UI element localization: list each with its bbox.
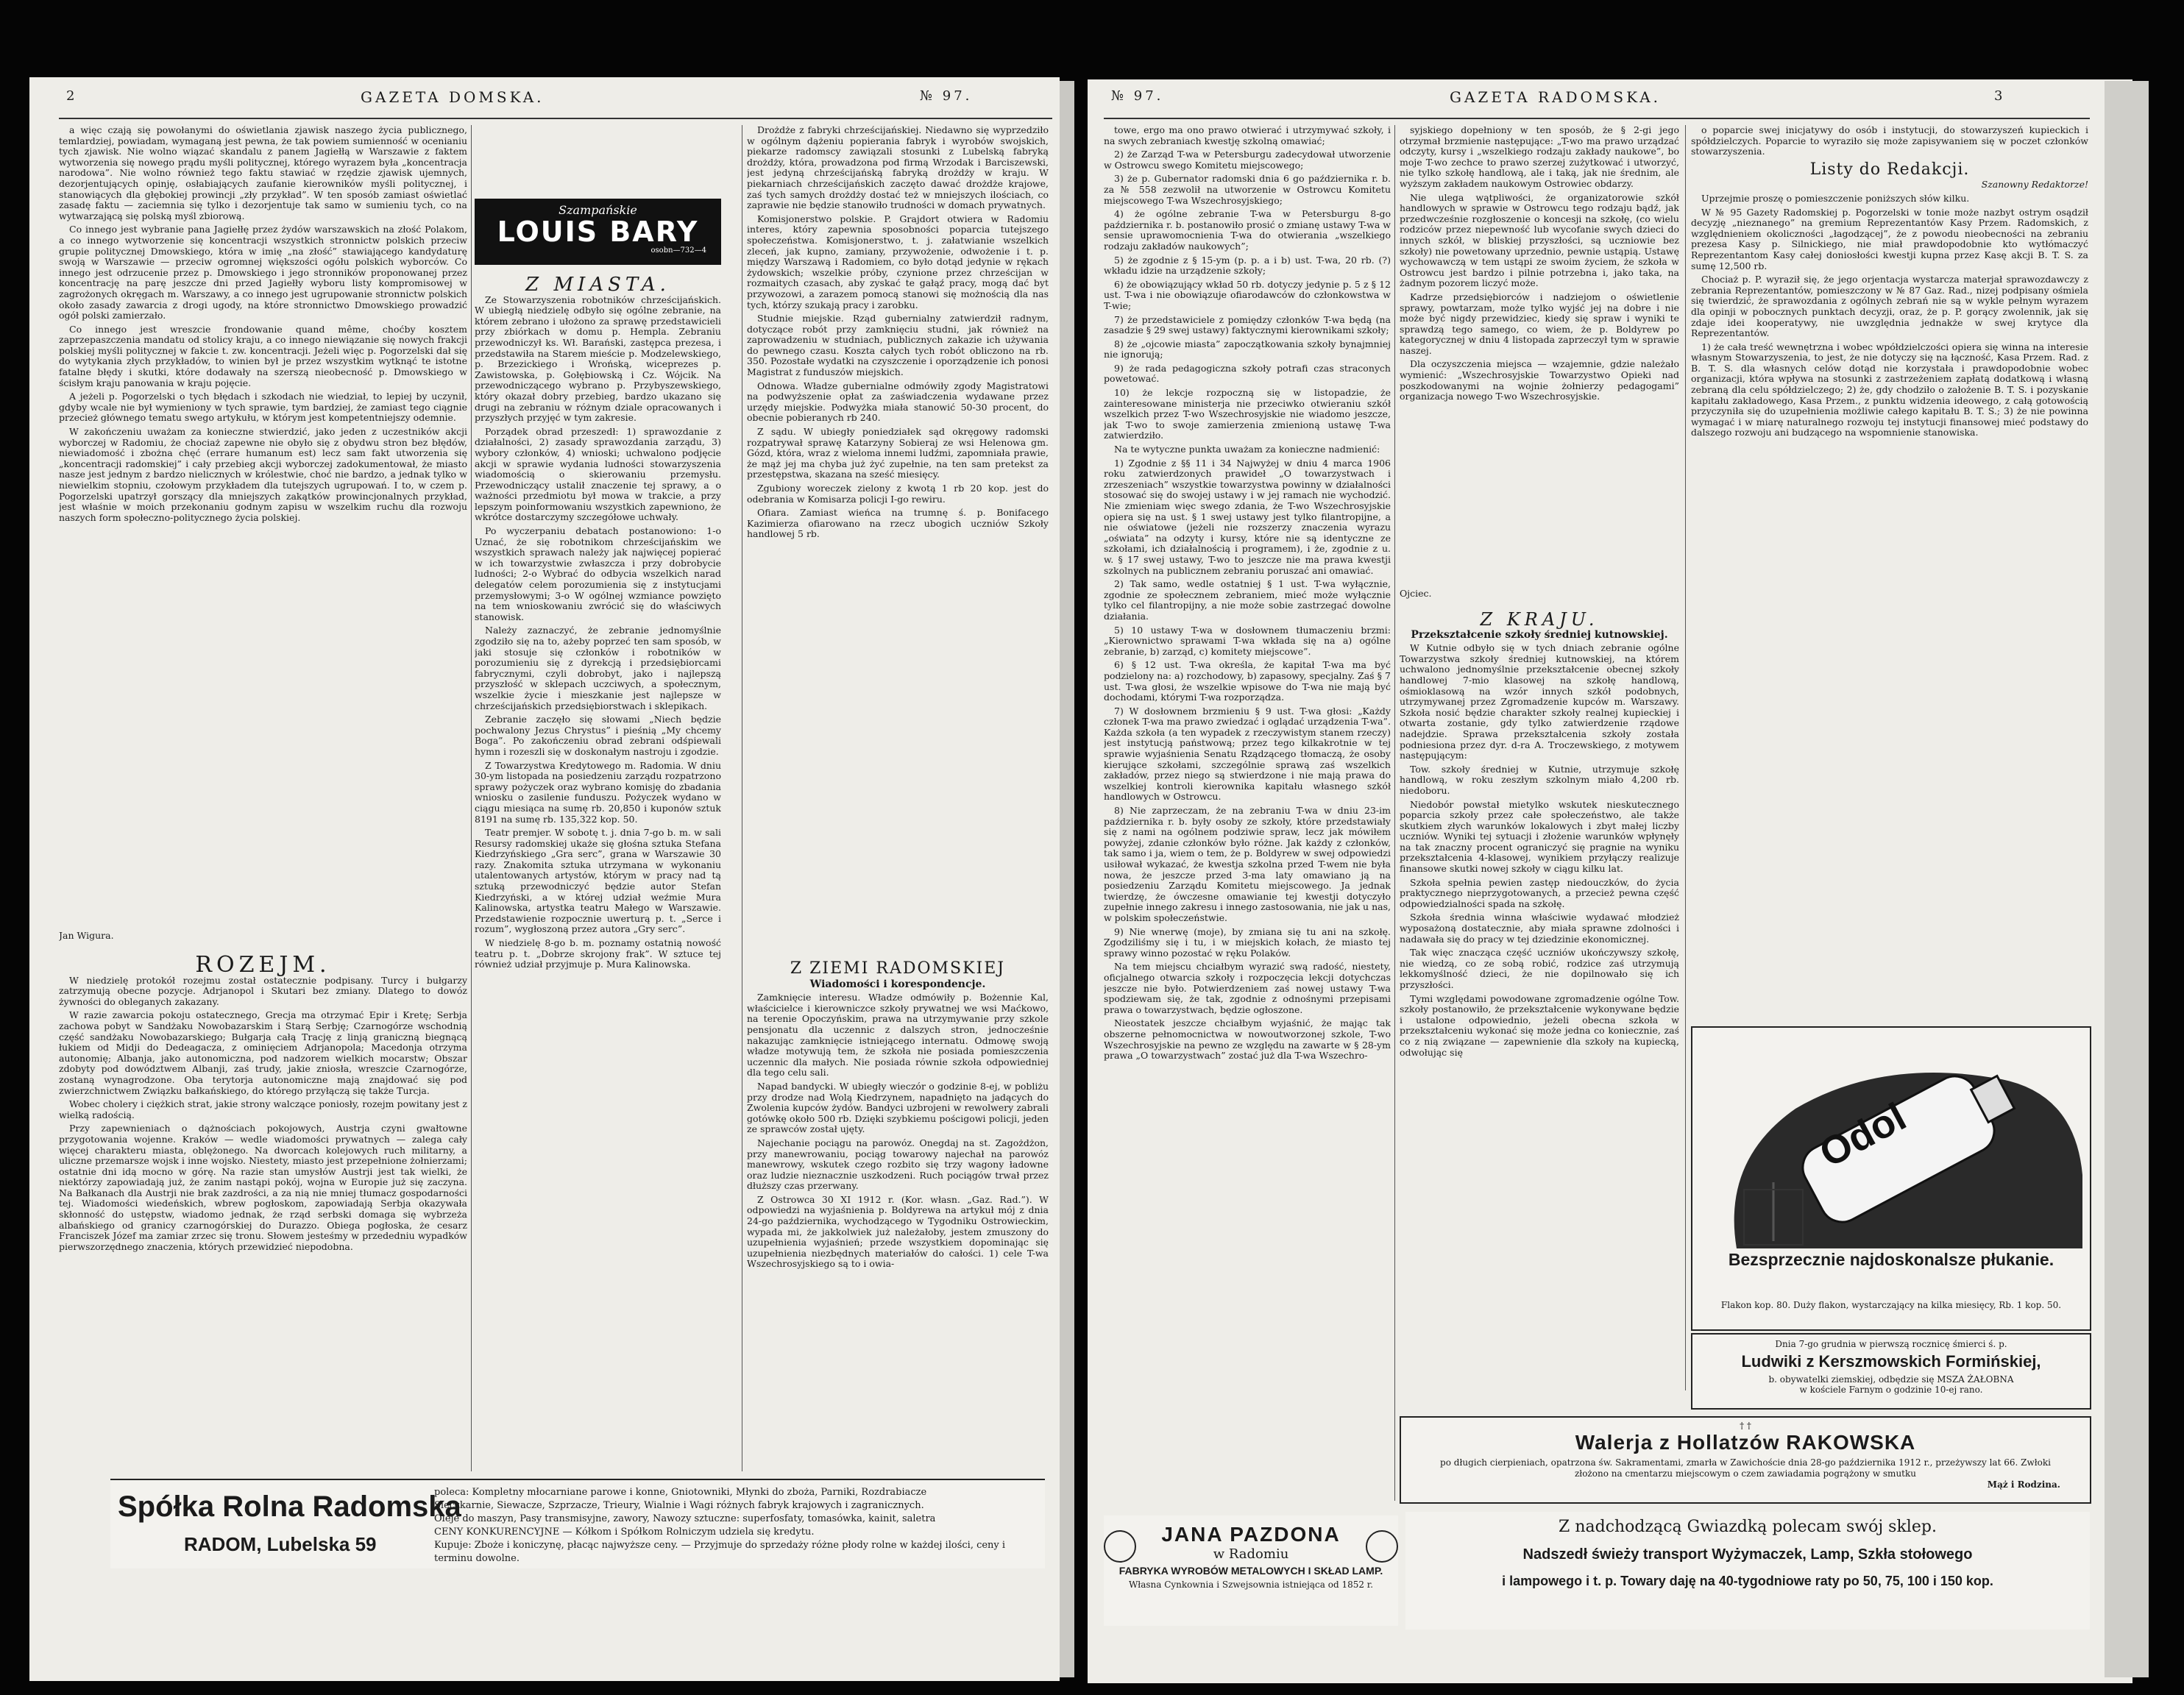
odol-headline: Bezsprzecznie najdoskonalsze płukanie.: [1728, 1250, 2054, 1269]
spolka-rolna-line5: Kupuje: Zboże i koniczynę, płacąc najwyższe ceny. — Przyjmuje do sprzedaży różne płody rolne w każdej ilości, ceny i terminu dowolne.: [434, 1540, 1006, 1564]
right-col1-p15: 6) § 12 ust. T-wa określa, że kapitał T-wa ma być podzielony na: a) rozchodowy, b) zapasowy, specjalny. Zaś § 7 ust. T-wa głosi, że wszelkie wpisowe do T-wa nie mają być dochodami, którymi T-wa rozporządza.: [1104, 659, 1391, 703]
z-miasta-p8: W niedzielę 8-go b. m. poznamy ostatnią nowość teatru p. t. „Dobrze skrojony frak”. W sztuce tej również udział przyjmuje p. Mura Kalinowska.: [475, 937, 721, 970]
spolka-rolna-line4: CENY KONKURENCYJNE — Kółkom i Spółkom Rolniczym udziela się kredytu.: [434, 1527, 815, 1538]
gwiazdka-line1: Z nadchodzącą Gwiazdką polecam swój sklep.: [1559, 1518, 1937, 1536]
right-col1-p20: Nieostatek jeszcze chciałbym wyjaśnić, że mając tak obszerne pełnomocnictwa w nowoutworzonej szkole, T-wo Wszechrosyjskie na pewno ze względu na zawarte w § 28-ym prawa „O towarzystwach” zostać już dla T-wa Wszechro-: [1104, 1017, 1391, 1062]
right-page-number: 3: [1994, 88, 2006, 104]
left-col1-p3: Co innego jest wreszcie frondowanie quand même, choćby kosztem zaprzepaszczenia mandatu od stolicy kraju, a co innego niewiązanie się nowych frakcji polskiej myśli politycznej w fakcie t. zw. koncentracji. Jeżeli więc p. Pogorzelski dał się do wytykania złych przykładów, to winien był je przez wszystkim wytknąć te istotne fatalne błędy i skutki, które dodawały na szerszą nieobecność p. Dmowskiego w ścisłym kraju panowania w kraju pojęcie.: [59, 323, 467, 388]
z-kraju-p2: Tow. szkoły średniej w Kutnie, utrzymuje szkołę handlową, w roku zeszłym szkolnym miało 4,200 rb. niedoboru.: [1400, 763, 1679, 796]
z-miasta-p2: Porządek obrad przeszedł: 1) sprawozdanie z działalności, 2) zasady sprawozdania zarządu, 3) wybory członków, 4) wnioski; uchwalono podjęcie akcji w sprawie wydania ludności stowarzyszenia wiadomością o skierowaniu przemysłu. Przewodniczący ustalił znaczenie tej sprawy, a o ważności przedmiotu był mowa w trakcie, a przy lepszym poinformowaniu wszystkich zapewniono, że wkrótce dostarczymy szczegółowe uchwały.: [475, 425, 721, 523]
z-ziemi-p1: Zamknięcie interesu. Władze odmówiły p. Bożennie Kal, właścicielce i kierowniczce szkoły prywatnej we wsi Maćkowo, na terenie Opoczyńskim, prawa na utrzymywanie przy szkole pensjonatu dla uczennic z dalszych stron, jednocześnie nakazując zamknięcie istniejącego internatu. Odmowę swoją władze motywują tem, że szkoła nie posiada pomieszczenia uczennic dla małych. Nie posiada równie szkoła odpowiedniej dla tego celu sali.: [747, 992, 1049, 1079]
z-ziemi-p3: Najechanie pociągu na parowóz. Onegdaj na st. Zagożdżon, przy manewrowaniu, pociąg towarowy najechał na parowóz manewrowy, wskutek czego rozbito się trzy wagony ładowne oraz ludzie nieznacznie uszkodzeni. Ruch pociągów trwał przez dłuższy czas przerwany.: [747, 1137, 1049, 1192]
z-kraju-p3: Niedobór powstał mietylko wskutek nieskutecznego poparcia szkoły przez całe społeczeństwo, ale także skutkiem złych warunków lokalowych i zbyt małej liczby uczniów. Wyniki tej sytuacji i złożenie warunków wpłynęły na tak znaczny procent ograniczyć się pragnie na wyniku przekształcenia 4-klasowej, wynikiem przyłączy realizuje finansowe skutki nowej szkoły w ciągu kilku lat.: [1400, 798, 1679, 875]
right-col2-p4: Dla oczyszczenia miejsca — wzajemnie, gdzie należało wymienić: „Wszechrosyjskie Towarzystwo Opieki nad poszkodowanymi na wojnie żołnierzy pedagogami” organizacja nowego T-wo Wszechrosyjskie.: [1400, 358, 1679, 402]
right-col1-p18: 9) Nie wnerwę (moje), by zmiana się tu ani na szkołę. Zgodziliśmy się i tu, i w miejskich kołach, że miasto tej sprawy winno pozostać w ręku Polaków.: [1104, 925, 1391, 959]
left-col3-news: [747, 125, 1049, 927]
z-kraju-subtitle: Przekształcenie szkoły średniej kutnowskiej.: [1411, 628, 1668, 641]
right-header: [1104, 88, 2105, 115]
forminska-line3: b. obywatelki ziemskiej, odbędzie się MSZA ŻAŁOBNA: [1768, 1374, 2014, 1385]
left-header: [52, 88, 1052, 115]
forminska-line2: Ludwiki z Kerszmowskich Formińskiej,: [1741, 1352, 2041, 1371]
spolka-rolna-line2: Sieczkarnie, Siewacze, Szprzacze, Trieury, Wialnie i Wagi różnych fabryk krajowych i zagranicznych.: [434, 1500, 924, 1511]
rozejm-title: ROZEJM.: [195, 953, 331, 978]
left-issue: № 97.: [920, 88, 973, 104]
right-col3-p1: o poparcie swej inicjatywy do osób i instytucji, do stowarzyszeń kupieckich i spółdzielczych. Poparcie to wyraziło się może zapisywaniem się w poczet członków stowarzyszenia.: [1691, 125, 2088, 157]
z-ziemi-subtitle: Wiadomości i korespondencje.: [809, 978, 986, 990]
right-page-edge: [2105, 81, 2149, 1677]
right-col-divider-1: [1394, 125, 1395, 1501]
z-kraju-title: Z KRAJU.: [1480, 609, 1599, 630]
left-col3-p2: Komisjonerstwo polskie. P. Grajdort otwiera w Radomiu interes, który zapewnia sposobności poparcia tutejszego społeczeństwa. Komisjonerstwo, t. j. załatwianie wszelkich zleceń, jak kupno, zamiany, przywożenie, odwożenie i t. p. między Warszawą i Radomiem, co było dotąd jedynie w rękach żydowskich; wszelkie próby, czynione przez chrześcijan w rozmaitych czasach, aby zyskać te gałąź pracy, mogą dać byt przywozowi, a zarazem pomocą stanowi się możnością dla nas tych, którzy szukają pracy i zarobku.: [747, 213, 1049, 310]
right-col1-p16: 7) W dosłownem brzmieniu § 9 ust. T-wa głosi: „Każdy członek T-wa ma prawo zwiedzać i oglądać urządzenia T-wa”. Każda szkoła (a ten wypadek z rzeczywistym stanem rzeczy) jest instytucją państwową; przez tego kilkakrotnie w tej sprawie wyjaśnienia Senatu Rządzącego tłomaczą, że osoby kierujące szkołami, szczególnie sprawą zaś wszelkich zakładów, przez niego są stwierdzone i nie mają prawa do wszelkiej kontroli kierownika kapitału własnego szkół handlowych w Ostrowcu.: [1104, 705, 1391, 803]
obituary-family: Mąż i Rodzina.: [1987, 1479, 2060, 1490]
z-kraju-p4: Szkoła spełnia pewien zastęp niedouczków, do życia praktycznego nieprzygotowanych, a przecież pewna część odpowiedzialności spada na szkołę.: [1400, 876, 1679, 909]
right-col1-article: [1104, 125, 1391, 1501]
right-col2-signature: Ojciec.: [1400, 589, 1432, 599]
left-col1-p5: W zakończeniu uważam za konieczne stwierdzić, jako jeden z uczestników akcji wyborczej w Radomiu, że chociaż zapewne nie obyło się z obydwu stron bez błędów, niewiadomość i zbożna chęć (errare humanum est) lecz sam fakt utworzenia się „koncentracji radomskiej” i cały przebieg akcji wyborczej zadokumentował, że miasto nasze jest jednym z bardzo nielicznych w królestwie, choć nie bardzo, a jednak tylko w niewielkim stopniu, czołowym przykładem dla tutejszych ugrupowań. I to, w czem p. Pogorzelski upatrzył gorszący dla mniejszych zakątków prowincjonalnych przykład, jest właśnie w moich przekonaniu godnym zapisu w wszelkim ruchu dla rozwoju naszych form społeczno-politycznego życia polskiej.: [59, 426, 467, 523]
louis-bary-line3: osobn—732—4: [650, 246, 706, 255]
z-miasta-p5: Zebranie zaczęło się słowami „Niech będzie pochwalony Jezus Chrystus” i pieśnią „My chcemy Boga”. Po zakończeniu obrad zebrani odśpiewali hymn i rozeszli się w doskonałym nastroju i zgodzie.: [475, 714, 721, 757]
rozejm-p1: W niedzielę protokół rozejmu został ostatecznie podpisany. Turcy i bułgarzy zatrzymują obecne pozycje. Adrjanopol i Skutari bez zmiany. Dlatego to dowóz żywności do obleganych zakazany.: [59, 974, 467, 1007]
z-miasta-p3: Po wyczerpaniu debatach postanowiono: 1-o Uznać, że się robotnikom chrześcijańskim we wszystkich sprawach należy jak najwięcej popierać w ich towarzystwie zwłaszcza i przy dobrobycie ludności; 2-o Wybrać do odbycia wszelkich narad delegatów celem porozumienia się z instytucjami przemysłowymi; 3-o W ogólnej wzmiance powzięto na tem wnioskowaniu zwrócić się do właściwych stanowisk.: [475, 525, 721, 622]
left-col1-article: [59, 125, 467, 927]
gwiazdka-line2: Nadszedł świeży transport Wyżymaczek, Lamp, Szkła stołowego: [1522, 1546, 1973, 1563]
louis-bary-line2: LOUIS BARY: [497, 216, 699, 248]
right-col1-p4: 4) że ogólne zebranie T-wa w Petersburgu 8-go października r. b. postanowiło prosić o zmianę ustawy T-wa w sensie uprawomocnienia T-wa do otwierania „wszelkiego rodzaju zakładów naukowych”;: [1104, 208, 1391, 252]
right-col1-p1: towe, ergo ma ono prawo otwierać i utrzymywać szkoły, i na swych zebraniach kwestję szkolną omawiać;: [1104, 125, 1391, 146]
right-col1-p9: 9) że rada pedagogiczna szkoły potrafi czas straconych powetować.: [1104, 362, 1391, 385]
right-col2-p2: Nie ulega wątpliwości, że organizatorowie szkół handlowych w sprawie w Ostrowcu tego rodzaju bądź, jak przedwcześnie rozgłoszenie o koncesji na szkołę, (co wielu rodziców przez niepewność lub wycofanie swych dzieci do innych szkół, w bliskiej przyszłości, są uczniowie bez szkoły) nie powetowany uprzednio, pewnie ustąpią. Ustawę wychowawczą w tem ustąpi ze swoim życiem, że szkoła w Ostrowcu jest bardzo i pilnie potrzebna i, jako taka, na żadnym pozorem liczyć może.: [1400, 191, 1679, 289]
left-col3-p6: Zgubiony woreczek zielony z kwotą 1 rb 20 kop. jest do odebrania w Komisarza policji I-go rewiru.: [747, 483, 1049, 505]
listy-salutation: Szanowny Redaktorze!: [1981, 179, 2088, 191]
z-miasta-title: Z MIASTA.: [525, 274, 670, 296]
right-col1-p10: 10) że lekcje rozpoczną się w listopadzie, że zainteresowane ministerja nie przeciwko otwieraniu szkół wszelkich przez T-wo Wszechrosyjskie nie wiadomo jeszcze, jak T-wo to swoje zamierzenia zmienioną ustawę T-wa zatwierdziło.: [1104, 387, 1391, 441]
listy-p4: 1) że cała treść wewnętrzna i wobec wpółdzielczości opiera się winna na interesie własnym Stowarzyszenia, to jest, że nie dotyczy się na łączność, Kasa Przem. Rad. z B. T. S. dla własnych celów dotąd nie korzystała i prawdopodobnie wobec organizacji, która wpływa na stosunki z zastrzeżeniem zapłatą dodatkową i własną zebraną dla celu spółdzielczego; 2) że, gdy chodziło o założenie B. T. S. i pozyskanie kapitału zakładowego, Kasa Przem., z punktu widzenia ideowego, z całą gotowością przyczyniła się do uzupełnienia możliwie całego kapitału B. T. S.; 3) że nie powinna wymagać i w miarę naturalnego rozwoju tej instytucji finansowej mieć podstawy do dalszego rozwoju ani budzącego na wspomnienie stanowiska.: [1691, 341, 2088, 438]
right-col-divider-2: [1685, 125, 1686, 1390]
left-col3-p4: Odnowa. Władze gubernialne odmówiły zgody Magistratowi na podwyższenie opłat za zaświadczenia wydawane przez urzędy miejskie. Podwyżka miała stanowić 50-30 procent, do obecnie pobieranych rb 240.: [747, 380, 1049, 424]
z-miasta-article: [475, 272, 721, 1471]
right-col1-p14: 5) 10 ustawy T-wa w dosłownem tłumaczeniu brzmi: „Kierownictwo sprawami T-wa wkłada się na a) ogólne zebranie, b) zarząd, c) komitety miejscowe”.: [1104, 624, 1391, 657]
spolka-rolna-text: [434, 1486, 1038, 1566]
left-col-divider-1: [471, 125, 472, 1471]
louis-bary-ad: [475, 199, 721, 265]
obituary-cross: † †: [1740, 1421, 1751, 1431]
right-col2-p1: syjskiego dopełniony w ten sposób, że § 2-gi jego otrzymał brzmienie następujące: „T-wo ma prawo urządzać odczyty, kursy i „wszelkiego rodzaju zakłady naukowe”, bo moje T-wo zechce to prawo szerzej zużytkować i utworzyć, nie tylko szkołę handlową, ale i taką, jak nie średnim, ale wyższym zakładem naukowym Ostrowiec obdarzy.: [1400, 125, 1679, 189]
pazdona-ad: [1104, 1515, 1398, 1626]
left-page-edge: [1060, 81, 1074, 1677]
medal-left-icon: [1104, 1530, 1136, 1563]
obituary-text: po długich cierpieniach, opatrzona św. Sakramentami, zmarła w Zawichoście dnia 28-go października 1912 r., przeżywszy lat 66. Zwłoki złożono na cmentarzu miejscowym o czem zawiadamia pogrążony w smutku: [1440, 1457, 2051, 1479]
pazdona-sub: Własna Cynkownia i Szwejsownia istniejąca od 1852 r.: [1128, 1579, 1374, 1590]
right-col1-p19: Na tem miejscu chciałbym wyrazić swą radość, niestety, oficjalnego otwarcia szkoły i rozpoczęcia lekcji dotychczas jeszcze nie było. Potwierdzeniem zaś nowej ustawy T-wa spodziewam się, że tak, zgodnie z odnośnymi przepisami prawa o towarzystwach, będzie ogłoszone.: [1104, 961, 1391, 1015]
rozejm-p4: Przy zapewnieniach o dążnościach pokojowych, Austrja czyni gwałtowne przygotowania wojenne. Kraków — wedle wiadomości prywatnych — zalega cały więcej charakteru miasta, oblężonego. Na dworcach kolejowych ruch militarny, a uliczne przemarsze wojsk i inne wojsko. Niestety, miasto jest przepełnione żołnierzami; ostatnie dni idą mocno w górę. Na razie stan umysłów Austrji jest tak wielki, że niektórzy zapowiadają już, że zanim nastąpi pokój, wojna w Europie już się zaczyna. Na Bałkanach dla Austrji nie brak zazdrości, a za nią nie mniej tłumacz gospodarności tej. Wiadomości wiedeńskich, wbrew pogłoskom, zapowiadają Serbja okazywała skłonność do ustępstw, wiadomo jednak, że rząd serbski domaga się wybrzeża albańskiego od granicy czarnogórskiej do Durazzo. Obiega pogłoska, że cesarz Franciszek Józef ma zamiar zrzec się tronu. Słowem jesteśmy w przededniu wypadków pierwszorzędnego znaczenia, których przewidzieć niepodobna.: [59, 1123, 467, 1252]
right-col1-p5: 5) że zgodnie z § 15-ym (p. p. a i b) ust. T-wa, 20 rb. (?) wkładu idzie na urządzenie szkoły;: [1104, 254, 1391, 277]
left-col3-p7: Ofiara. Zamiast wieńca na trumnę ś. p. Bonifacego Kazimierza ofiarowano na rzecz ubogich uczniów Szkoły handlowej 5 rb.: [747, 507, 1049, 540]
z-ziemi-p2: Napad bandycki. W ubiegły wieczór o godzinie 8-ej, w pobliżu przy drodze nad Wolą Kiedrzynem, napadnięto na jadących do Zwolenia kupców żydów. Bandyci uzbrojeni w rewolwery zabrali gotówkę około 500 rb. Dzięki szybkiemu pościgowi policji, jeden ze sprawców został ujęty.: [747, 1080, 1049, 1135]
odol-sub: Flakon kop. 80. Duży flakon, wystarczający na kilka miesięcy, Rb. 1 kop. 50.: [1720, 1300, 2062, 1310]
left-col3-p1: Drożdże z fabryki chrześcijańskiej. Niedawno się wyprzedziło w ogólnym dążeniu popierania fabryk i wyrobów swojskich, piekarze radomscy zawiązali stosunki z Lubelską fabryką drożdży, która, prowadzona pod firmą Wrzodak i Barciszewski, jest jedyną chrześcijańską fabryką drożdży w kraju. W piekarniach chrześcijańskich zaczęto dawać drożdże krajowe, zaś tych samych drożdży dostać też w mniejszych ilościach, co zaprawie nie będzie stanowiło trudności w domach prywatnych.: [747, 125, 1049, 211]
right-col1-p11: Na te wytyczne punkta uważam za konieczne nadmienić:: [1114, 444, 1380, 455]
left-col1-p4: A jeżeli p. Pogorzelski o tych błędach i szkodach nie wiedział, to lepiej by uczynił, gdyby wcale nie był wymieniony w tych sprawie, tym bardziej, że zamiast tego ciągnie przecież głównego tematu swego artykułu, w którym jest kompetentniejszy odemnie.: [59, 391, 467, 424]
pazdona-line: FABRYKA WYROBÓW METALOWYCH I SKŁAD LAMP.: [1118, 1565, 1383, 1577]
forminska-notice: [1691, 1333, 2091, 1410]
spolka-rolna-line1: poleca: Kompletny młocarniane parowe i konne, Gniotowniki, Młynki do zboża, Parniki, Rozdrabiacze: [434, 1487, 927, 1498]
odol-brand: Odol: [1812, 1094, 1913, 1176]
z-miasta-p4: Należy zaznaczyć, że zebranie jednomyślnie zgodziło się na to, ażeby poprzeć ten sam sposób, w jaki stosuje się członków i robotników w porozumieniu się z dyrekcją i przedsiębiorcami fabrycznymi, czyli dobrobyt, jako i najlepszą przyszłość w sklepach uczciwych, a społecznym, wszelkie życie i mieszkanie jest najlepsze w chrześcijańskich przedsiębiorstwach i sklepikach.: [475, 625, 721, 711]
left-col1-p2: Co innego jest wybranie pana Jagiełłę przez żydów warszawskich na złość Polakom, a co innego wytworzenie się koncentracji wszystkich stronnictw polskich przeciw grupie politycznej Dmowskiego, która w imię „na złość” stawiającego kandydaturę swoją w Warszawie — przeciw ogromnej większości ogółu polskich wyborców. Co innego jest odrzucenie przez p. Dmowskiego i jego stronników proponowanej przez koncentrację na parę jeszcze dni przed Jagiełły wyboru listy kompromisowej w zagrożonych okręgach m. Warszawy, a co innego jest ugrupowanie stronnictw polskich około zasady zawarcia z drogi ugody, na które stronnictwo Dmowskiego prowadzić ogół polski zamierzało.: [59, 224, 467, 321]
z-kraju-article: [1400, 607, 1679, 1390]
z-ziemi-article: [747, 956, 1049, 1471]
medal-right-icon: [1366, 1530, 1398, 1563]
listy-p2: W № 95 Gazety Radomskiej p. Pogorzelski w tonie może nazbyt ostrym osądził decyzję „nieznanego” na gremium Reprezentantów Kasy Przem. Radomskich, z względnieniem okoliczności „łagodzącej”, że z powodu nieobecności na zebraniu prezesa Kasy p. Silnickiego, nie miał prawdopodobnie kto wytłómaczyć Reprezentantom Kasy całej doniosłości kwestji kupna przez Kasę akcji B. T. S. za sumę 12,500 rb.: [1691, 206, 2088, 271]
listy-title: Listy do Redakcji.: [1809, 160, 1970, 179]
z-miasta-p6: Z Towarzystwa Kredytowego m. Radomia. W dniu 30-ym listopada na posiedzeniu zarządu rozpatrzono sprawy pożyczek oraz wybrano komisję do zbadania wniosku o zasilenie funduszu. Pożyczek wydano w ciągu miesiąca na sumę rb. 20,850 i kuponów sztuk 8191 na sumę rb. 135,322 kop. 50.: [475, 759, 721, 825]
z-kraju-p7: Tymi względami powodowane zgromadzenie ogólne Tow. szkoły postanowiło, że przekształcenie wykonywane będzie i ustalone odpowiednio, jeżeli obecna szkoła w przekształceniu wykonać się może jedna co koniecznie, zaś co z nią związane — zapewnienie dla szkoły na kupiecką, odwołując się: [1400, 992, 1679, 1058]
right-col1-p7: 7) że przedstawiciele z pomiędzy członków T-wa będą (na zasadzie § 29 swej ustawy) faktycznymi kierownikami szkoły;: [1104, 313, 1391, 336]
z-ziemi-p4: Z Ostrowca 30 XI 1912 r. (Kor. własn. „Gaz. Rad.”). W odpowiedzi na wyjaśnienia p. Boldyrewa na artykuł mój z dnia 24-go października, wychodzącego w Tygodniku Ostrowieckim, wypada mi, że jakkolwiek już należałoby, jestem zmuszony do uzupełnienia wyjaśnień; przede wszystkiem dopominając się uzupełnienia niezbędnych materiałów do całości. 1) cele T-wa Wszechrosyjskiego są to i owia-: [747, 1193, 1049, 1270]
left-masthead: GAZETA DOMSKA.: [361, 88, 545, 106]
rozejm-p3: Wobec cholery i ciężkich strat, jakie strony walczące poniosły, rozejm powitany jest z wielką radością.: [59, 1098, 467, 1120]
louis-bary-line1: Szampańskie: [559, 203, 637, 217]
z-miasta-p1: Ze Stowarzyszenia robotników chrześcijańskich. W ubiegłą niedzielę odbyło się ogólne zebranie, na którem zebrano i ułożono za sprawę przedstawicieli przy zbiórkach w domu p. Hempla. Zebraniu przewodniczył ks. Wł. Barański, zastępca prezesa, i przedstawiła na Starem mieście p. Modzelewskiego, p. Brzezickiego i Wrońską, wiceprezes p. Zawistowska, p. Gołębiowską i Cz. Wójcik. Na przewodniczącego wybrano p. Przybyszewskiego, który okazał dobry przebieg, bardzo ukazano się drugi na zebraniu w różnym dziale opracowanych i przyszłych przyjęć w tym zakresie.: [475, 294, 721, 424]
z-kraju-p6: Tak więc znacząca część uczniów ukończywszy szkołę, nie wiedzą, co ze sobą robić, rodzice zaś utrzymują lekkomyślność dzieci, że nie dopilnowało się ich przyszłości.: [1400, 947, 1679, 990]
gwiazdka-ad: [1405, 1512, 2090, 1630]
left-col3-p3: Studnie miejskie. Rząd gubernialny zatwierdził radnym, dotyczące robót przy zamknięciu studni, jak również na zaprowadzeniu w studniach, publicznych zakazie ich używania do pewnego czasu. Koszta całych tych robót obliczono na rb. 350. Pozostałe wydatki na czyszczenie i oporządzenie ich ponosi Magistrat z funduszów miejskich.: [747, 313, 1049, 378]
right-header-rule: [1104, 118, 2090, 119]
gwiazdka-line3: i lampowego i t. p. Towary daję na 40-tygodniowe raty po 50, 75, 100 i 150 kop.: [1502, 1574, 1993, 1588]
left-col1-p1: a więc czają się powołanymi do oświetlania zjawisk naszego życia publicznego, temlardziej, powiadam, wymaganą jest pewna, że tak powiem sumienność w ocenianiu tych zjawisk. Nie wolno wiązać skandalu z panem Jagiełłą w Warszawie z faktem wytworzenia się nowego prądu myśli politycznej, którego wyrazem była „koncentracja narodowa”. Nie wolno również tego faktu stawiać w rzędzie zjawisk ujemnych, dezorjentujących opinję, osłabiających zaufanie kierowników myśli politycznej, i stanowiących dla głębokiej prowincji „zły przykład”. W ten sposób zamiast oświetlać zasadę faktu — zaciemnia się tylko i dezorjentuje tak samo w sumieniu tych, co na wytwarzającą się polską myśl zbiorową.: [59, 125, 467, 221]
pazdona-city: w Radomiu: [1213, 1546, 1289, 1562]
spolka-rolna-name: Spółka Rolna Radomska: [118, 1490, 461, 1523]
right-col1-p8: 8) że „ojcowie miasta” zapoczątkowania szkoły bynajmniej nie ignorują;: [1104, 338, 1391, 360]
listy-p1: Uprzejmie proszę o pomieszczenie poniższych słów kilku.: [1701, 192, 1970, 204]
z-kraju-p5: Szkoła średnia winna właściwie wydawać młodzież wyposażoną dostatecznie, aby miała sprawne zdolności i nadawała się do pracy w tej dziedzinie ekonomicznej.: [1400, 912, 1679, 945]
left-col3-p5: Z sądu. W ubiegły poniedziałek sąd okręgowy radomski rozpatrywał sprawę Katarzyny Sobieraj ze wsi Helenowa gm. Gózd, która, wraz z wieloma innemi ludźmi, zapomniała prawie, że mąż jej ma chyba już żyć zupełnie, na ten sam pretekst za przestępstwa, skazana na sześć miesięcy.: [747, 426, 1049, 480]
z-miasta-p7: Teatr premjer. W sobotę t. j. dnia 7-go b. m. w sali Resursy radomskiej ukaże się głośna sztuka Stefana Kiedrzyńskiego „Gra serc”, grana w Warszawie 30 razy. Znakomita sztuka utrzymana w wykonaniu utalentowanych artystów, którym w pracy nad tą sztuką przewodniczyć będzie autor Stefan Kiedrzyński, a w której udział weźmie Mura Kalinowska, artystka teatru Małego w Warszawie. Przedstawienie rozpocznie uwerturą p. t. „Serce i rozum”, wygłoszoną przez autora „Gry serc”.: [475, 827, 721, 935]
listy-p3: Chociaż p. P. wyraził się, że jego orjentacja wystarcza materjał sprawozdawczy z zebrania Reprezentantów, pomieszczony w № 87 Gaz. Rad., nizej podpisany ośmiela się twierdzić, że sprawozdania z ogólnych zebrań nie są w wykle pełnym wyrazem dla opinji w pobocznych punktach decyzji, oraz, że p. P. gorący zwolennik, jak się zdaje idei kooperatywy, nie uwzględnia jednakże w swej krytyce dla Reprezentantów.: [1691, 274, 2088, 339]
z-kraju-p1: W Kutnie odbyło się w tych dniach zebranie ogólne Towarzystwa szkoły średniej kutnowskiej, na którem uchwalono jednomyślnie przekształcenie obecnej szkoły handlowej 7-mio klasowej na szkołę handlową, ośmioklasową na wzór innych szkół podobnych, utrzymywanej przez Zgromadzenie kupców m. Warszawy. Szkoła nosić będzie charakter szkoły realnej kupieckiej i otwarta zostanie, gdy tylko zatwierdzenie rządowe nadejdzie. Sprawa przekształcenia szkoły została podniesiona przez dyr. d-ra A. Troczewskiego, z motywem następującym:: [1400, 642, 1679, 761]
right-col2-p3: Kadrze przedsiębiorców i nadziejom o oświetlenie sprawy, powtarzam, może tylko wyjść jej na dobre i nie może być nigdy przewidziec, kiedy się spraw i wyniki te sprawdzą tego samego, co wiem, że p. Boldyrew po kategorycznej w dniu 4 listopada zaprzeczył tym w sprawie naszej.: [1400, 291, 1679, 356]
right-issue: № 97.: [1111, 88, 1164, 104]
right-col1-p12: 1) Zgodnie z §§ 11 i 34 Najwyżej w dniu 4 marca 1906 roku zatwierdzonych prawideł „O towarzystwach i zrzeszeniach” wszystkie towarzystwa powinny w działalności stosować się do swojej ustawy i w jej ramach nie wychodzić. Nie zmieniam więc swego zdania, że T-wo Wszechrosyjskie opiera się na ust. § 1 swej ustawy jest tylko filantropijne, a nie oświatowe (jeżeli nie rozszerzy znaczenia wyrazu „oświata” na odzyty i kursy, które nie są identyczne ze szkołami, ich działalnością i programem), i że, zgodnie z u. w. § 17 swej ustawy, T-wo to jeszcze nie ma prawa kwestji szkolnych na publicznem zebraniu poruszać ani omawiać.: [1104, 457, 1391, 576]
right-col1-p17: 8) Nie zaprzeczam, że na zebraniu T-wa w dniu 23-im października r. b. były osoby ze szkoły, które przedstawiały się z nami na ogólnem podziwie spraw, lecz jak mówiłem powyżej, zdanie członków było różne. Jak każdy z członków, tak samo i ja, wiem o tem, że p. Boldyrew w swej odpowiedzi usiłował wykazać, że kwestja szkolna przed T-wem nie była nowa, że jeszcze przed 3-ma laty omawiano ją na posiedzeniu Zarządu Komitetu miejscowego. Ja jednak twierdzę, że ówczesne omawianie tej kwestji dotyczyło zupełnie innego zakresu i innego zastosowania, nie jak u nas, w polskim społeczeństwie.: [1104, 805, 1391, 923]
rakowska-obituary: [1400, 1416, 2091, 1504]
left-col1-signature: Jan Wigura.: [59, 931, 114, 941]
left-page-number: 2: [66, 88, 78, 104]
left-header-rule: [59, 118, 1052, 119]
right-col1-p2: 2) że Zarząd T-wa w Petersburgu zadecydował utworzenie w Ostrowcu swego Komitetu miejscowego;: [1104, 149, 1391, 171]
pazdona-name: JANA PAZDONA: [1161, 1523, 1341, 1546]
spolka-rolna-line3: Oleje do maszyn, Pasy transmisyjne, zawory, Nawozy sztuczne: superfosfaty, tomasówka, kainit, saletra: [434, 1513, 936, 1524]
right-col1-p13: 2) Tak samo, wedle ostatniej § 1 ust. T-wa wyłącznie, zgodnie ze społecznem zebraniem, mieć może wyłącznie tylko cel filantropijny, a nie może sobie zastrzegać dowolne działania.: [1104, 578, 1391, 622]
odol-ad: [1691, 1026, 2091, 1331]
rozejm-p2: W razie zawarcia pokoju ostatecznego, Grecja ma otrzymać Epir i Kretę; Serbja zachowa pobyt w Sandżaku Nowobazarskim i Starą Serbję; Czarnogórze wschodnią część sandżaku Nowobazarskiego; Bułgarja całą Trację z linją graniczną biegnącą łukiem od Midji do Dedeagacza, z ominięciem Adrjanopola; Macedonja otrzyma autonomię; Albanja, jako autonomiczna, pod nadzorem wielkich mocarstw; Obszar zdobyty pod dowództwem Albanji, zaś trudy, jakie zniosła, wreszcie Czarnogórze, zostaną wynagrodzone. Oba terytorja autonomiczne mają znajdować się pod zwierzchnictwem Związku bałkańskiego, do którego przyłączą się także Turcja.: [59, 1009, 467, 1096]
z-ziemi-title: Z ZIEMI RADOMSKIEJ: [790, 959, 1006, 978]
spolka-rolna-address: RADOM, Lubelska 59: [184, 1533, 377, 1555]
right-col3-article: [1691, 125, 2088, 1023]
right-col1-p3: 3) że p. Gubernator radomski dnia 6 go października r. b. za № 558 zezwolił na utworzenie w Ostrowcu Komitetu miejscowego T-wa Wszechrosyjskiego;: [1104, 173, 1391, 206]
spolka-rolna-ad: [110, 1479, 1045, 1568]
right-col1-p6: 6) że obowiązujący wkład 50 rb. dotyczy jedynie p. 5 z § 12 ust. T-wa i nie obowiązuje ofiarodawców do członkowstwa w T-wie;: [1104, 278, 1391, 311]
rozejm-article: [59, 953, 467, 1424]
forminska-line4: w kościele Farnym o godzinie 10-ej rano.: [1799, 1385, 1983, 1395]
right-masthead: GAZETA RADOMSKA.: [1450, 88, 1662, 106]
forminska-line1: Dnia 7-go grudnia w pierwszą rocznicę śmierci ś. p.: [1775, 1339, 2007, 1349]
obituary-name: Walerja z Hollatzów RAKOWSKA: [1575, 1431, 1916, 1454]
right-col2-article: [1400, 125, 1679, 589]
